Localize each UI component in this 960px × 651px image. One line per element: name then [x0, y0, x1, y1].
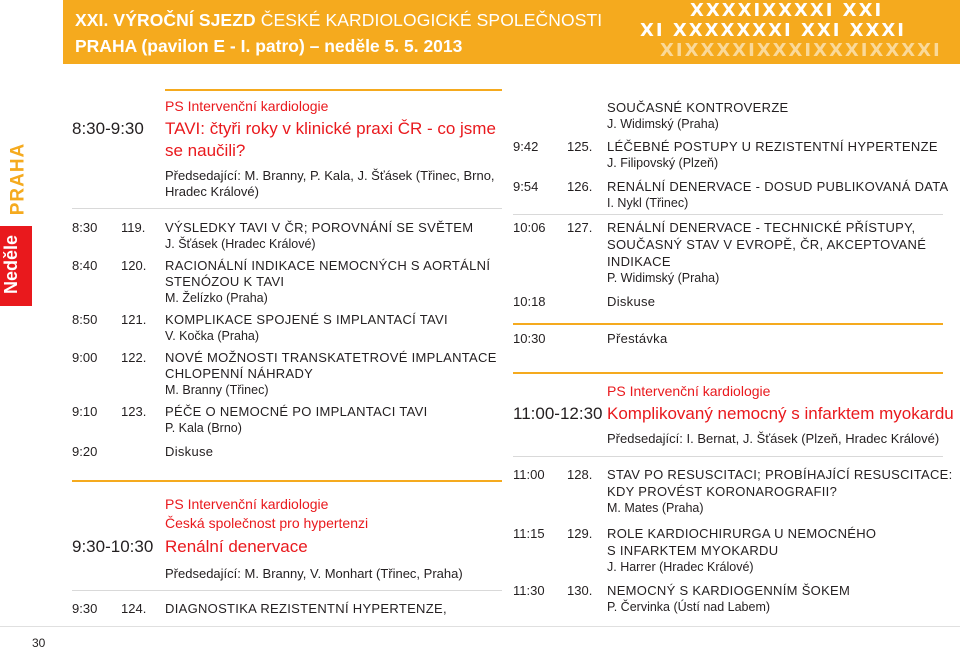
- talk-title: LÉČEBNÉ POSTUPY U REZISTENTNÍ HYPERTENZE: [607, 139, 938, 154]
- talk-speaker: P. Kala (Brno): [165, 421, 242, 435]
- session-title: Komplikovaný nemocný s infarktem myokardu: [607, 404, 954, 423]
- discussion-label: Diskuse: [607, 294, 656, 309]
- header-title: XXI. VÝROČNÍ SJEZD ČESKÉ KARDIOLOGICKÉ SPOLEČNOSTI: [75, 10, 603, 30]
- divider: [72, 590, 502, 591]
- session-label: PS Intervenční kardiologie: [165, 98, 329, 114]
- talk-number: 129.: [567, 526, 593, 541]
- xxi-logo-pattern: XXXXIXXXXI XXI XI XXXXXXXI XXI XXXI XIXXXXIXXXIXXXIXXXXI: [640, 0, 942, 61]
- divider: [513, 456, 943, 457]
- talk-time: 9:42: [513, 139, 539, 154]
- session-title: TAVI: čtyři roky v klinické praxi ČR - co jsme: [165, 119, 496, 138]
- talk-title-cont: INDIKACE: [607, 254, 671, 269]
- talk-number: 130.: [567, 583, 593, 598]
- talk-title: STAV PO RESUSCITACI; PROBÍHAJÍCÍ RESUSCITACE:: [607, 467, 953, 482]
- talk-time: 9:30: [72, 601, 98, 616]
- talk-title: RACIONÁLNÍ INDIKACE NEMOCNÝCH S AORTÁLNÍ: [165, 258, 491, 273]
- session-chairs: Předsedající: M. Branny, V. Monhart (Třinec, Praha): [165, 566, 463, 581]
- talk-time: 9:54: [513, 179, 539, 194]
- talk-speaker: M. Mates (Praha): [607, 501, 704, 515]
- talk-title-cont: CHLOPENNÍ NÁHRADY: [165, 366, 314, 381]
- talk-number: 123.: [121, 404, 147, 419]
- talk-number: 122.: [121, 350, 147, 365]
- divider: [513, 214, 943, 215]
- talk-number: 124.: [121, 601, 147, 616]
- talk-number: 119.: [121, 220, 146, 235]
- talk-title-cont: KDY PROVÉST KORONAROGRAFII?: [607, 484, 838, 499]
- session-divider: [513, 372, 943, 374]
- talk-title-cont: S INFARKTEM MYOKARDU: [607, 543, 779, 558]
- talk-title-cont: SOUČASNÉ KONTROVERZE: [607, 100, 789, 115]
- talk-speaker: V. Kočka (Praha): [165, 329, 260, 343]
- session-chairs: Předsedající: I. Bernat, J. Šťásek (Plzeň, Hradec Králové): [607, 431, 940, 446]
- talk-title: ROLE KARDIOCHIRURGA U NEMOCNÉHO: [607, 526, 877, 541]
- session-label-2: Česká společnost pro hypertenzi: [165, 515, 369, 531]
- talk-number: 121.: [121, 312, 147, 327]
- talk-time: 8:40: [72, 258, 98, 273]
- talk-speaker: I. Nykl (Třinec): [607, 196, 689, 210]
- discussion-time: 10:18: [513, 294, 546, 309]
- talk-speaker: P. Červinka (Ústí nad Labem): [607, 600, 771, 614]
- talk-speaker: P. Widimský (Praha): [607, 271, 720, 285]
- session-time: 9:30-10:30: [72, 537, 154, 556]
- talk-time: 11:00: [513, 467, 545, 482]
- talk-number: 125.: [567, 139, 593, 154]
- discussion-label: Diskuse: [165, 444, 214, 459]
- talk-title: RENÁLNÍ DENERVACE - DOSUD PUBLIKOVANÁ DATA: [607, 179, 949, 194]
- talk-time: 9:00: [72, 350, 98, 365]
- session-title-cont: se naučili?: [165, 141, 246, 160]
- session-divider: [72, 480, 502, 482]
- divider: [72, 208, 502, 209]
- session-time: 8:30-9:30: [72, 119, 144, 138]
- talk-time: 11:15: [513, 526, 545, 541]
- session-divider: [165, 89, 502, 91]
- talk-title-cont: SOUČASNÝ STAV V EVROPĚ, ČR, AKCEPTOVANÉ: [607, 237, 927, 252]
- session-chairs-cont: Hradec Králové): [165, 184, 259, 199]
- talk-title-cont: STENÓZOU K TAVI: [165, 274, 285, 289]
- session-title: Renální denervace: [165, 537, 308, 556]
- talk-number: 126.: [567, 179, 593, 194]
- break-divider: [513, 323, 943, 325]
- break-label: Přestávka: [607, 331, 668, 346]
- session-chairs: Předsedající: M. Branny, P. Kala, J. Šťásek (Třinec, Brno,: [165, 168, 495, 183]
- talk-title: DIAGNOSTIKA REZISTENTNÍ HYPERTENZE,: [165, 601, 447, 616]
- talk-title: KOMPLIKACE SPOJENÉ S IMPLANTACÍ TAVI: [165, 312, 448, 327]
- header-subtitle: PRAHA (pavilon E - I. patro) – neděle 5. 5. 2013: [75, 36, 463, 56]
- talk-speaker: J. Šťásek (Hradec Králové): [165, 237, 316, 251]
- talk-title: VÝSLEDKY TAVI V ČR; POROVNÁNÍ SE SVĚTEM: [165, 220, 474, 235]
- talk-time: 8:30: [72, 220, 98, 235]
- talk-title: NEMOCNÝ S KARDIOGENNÍM ŠOKEM: [607, 583, 851, 598]
- page-number: 30: [32, 636, 46, 650]
- talk-number: 128.: [567, 467, 593, 482]
- talk-title: NOVÉ MOŽNOSTI TRANSKATETROVÉ IMPLANTACE: [165, 350, 497, 365]
- talk-speaker: M. Branny (Třinec): [165, 383, 269, 397]
- talk-time: 8:50: [72, 312, 98, 327]
- session-label: PS Intervenční kardiologie: [607, 383, 771, 399]
- side-city-label: PRAHA: [7, 142, 29, 216]
- talk-time: 9:10: [72, 404, 98, 419]
- talk-speaker: M. Želízko (Praha): [165, 291, 268, 305]
- break-time: 10:30: [513, 331, 546, 346]
- talk-title: RENÁLNÍ DENERVACE - TECHNICKÉ PŘÍSTUPY,: [607, 220, 916, 235]
- talk-time: 10:06: [513, 220, 546, 235]
- talk-number: 127.: [567, 220, 593, 235]
- discussion-time: 9:20: [72, 444, 98, 459]
- talk-number: 120.: [121, 258, 147, 273]
- talk-speaker: J. Harrer (Hradec Králové): [607, 560, 754, 574]
- session-time: 11:00-12:30: [513, 404, 603, 423]
- talk-title: PÉČE O NEMOCNÉ PO IMPLANTACI TAVI: [165, 404, 428, 419]
- side-day-tab: Neděle: [0, 226, 32, 306]
- talk-speaker: J. Filipovský (Plzeň): [607, 156, 719, 170]
- talk-time: 11:30: [513, 583, 545, 598]
- talk-speaker: J. Widimský (Praha): [607, 117, 719, 131]
- footer-divider: [0, 626, 960, 627]
- session-label: PS Intervenční kardiologie: [165, 496, 329, 512]
